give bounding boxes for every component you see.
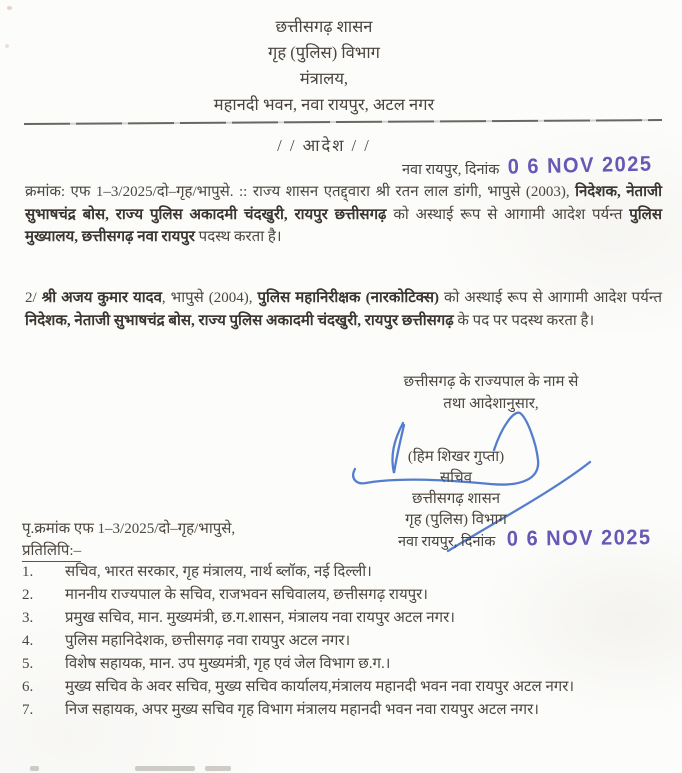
header-divider xyxy=(24,119,662,125)
copy-list-item xyxy=(22,653,654,676)
letterhead-government: छत्तीसगढ़ शासन xyxy=(275,17,373,36)
date-stamp: 0 6 NOV 2025 xyxy=(507,526,653,551)
copy-list-item xyxy=(22,630,654,653)
para1-run: पदस्थ करता है। xyxy=(194,229,282,245)
copy-item-number: 6. xyxy=(22,679,34,695)
scan-speck xyxy=(7,6,12,10)
copy-list-item xyxy=(22,699,654,722)
signatory-place-label: नवा रायपुर, दिनांक xyxy=(398,534,496,550)
authority-block xyxy=(330,371,652,415)
order-paragraph-2 xyxy=(25,287,662,332)
copy-item-text: विशेष सहायक, मान. उप मुख्यमंत्री, गृह एवं जेल विभाग छ.ग.। xyxy=(65,656,391,672)
endorsement-ref: पृ.क्रमांक एफ 1–3/2025/दो–गृह/भापुसे, xyxy=(22,521,236,537)
letterhead-address: महानदी भवन, नवा रायपुर, अटल नगर xyxy=(213,95,435,114)
copy-list-item xyxy=(22,561,654,584)
copy-item-number: 4. xyxy=(22,633,34,649)
order-title: / / आदेश / / xyxy=(277,136,371,155)
para2-run-bold: श्री अजय कुमार यादव xyxy=(41,290,162,306)
copy-item-text: पुलिस महानिदेशक, छत्तीसगढ़ नवा रायपुर अटल नगर। xyxy=(65,633,351,649)
para1-run: को अस्थाई रूप से आगामी आदेश पर्यन्त xyxy=(386,206,630,223)
copy-item-text: सचिव, भारत सरकार, गृह मंत्रालय, नार्थ ब्लॉक, नई दिल्ली। xyxy=(65,564,372,580)
copy-item-number: 1. xyxy=(22,564,34,580)
para2-run: के पद पर पदस्थ करता है। xyxy=(453,312,595,329)
copy-item-text: माननीय राज्यपाल के सचिव, राजभवन सचिवालय, छत्तीसगढ़ रायपुर। xyxy=(65,587,428,603)
para2-run: को अस्थाई रूप से आगामी आदेश पर्यन्त xyxy=(439,290,663,306)
dateline xyxy=(402,152,654,180)
copy-item-number: 7. xyxy=(22,702,34,718)
authority-line1: छत्तीसगढ़ के राज्यपाल के नाम से xyxy=(403,374,579,390)
para2-run: , भापुसे (2004), xyxy=(161,290,258,306)
date-stamp: 0 6 NOV 2025 xyxy=(507,152,654,179)
copy-distribution-list xyxy=(22,561,654,722)
signatory-dateline xyxy=(398,526,653,552)
copy-list-item xyxy=(22,676,654,699)
signatory-designation: सचिव xyxy=(440,470,472,486)
signatory-dept: गृह (पुलिस) विभाग xyxy=(405,512,507,528)
para2-run-bold: पुलिस महानिरीक्षक (नारकोटिक्स) xyxy=(257,290,439,306)
para1-run-bold: निदेशक, नेताजी सुभाषचंद्र बोस, राज्य पुलिस अकादमी चंदखुरी, रायपुर छत्तीसगढ़ xyxy=(25,184,663,223)
para1-run-bold: पुलिस मुख्यालय, छत्तीसगढ़ नवा रायपुर xyxy=(25,206,662,245)
dateline-place-label: नवा रायपुर, दिनांक xyxy=(402,162,500,178)
para1-run: क्रमांक: एफ 1–3/2025/दो–गृह/भापुसे. :: राज्य शासन एतद्द्वारा श्री रतन लाल डांगी, भापुसे (2003), xyxy=(25,184,576,200)
cutoff-next-line-artifact xyxy=(30,766,430,773)
signatory-name: (हिम शिखर गुप्ता) xyxy=(407,449,505,465)
copy-item-text: मुख्य सचिव के अवर सचिव, मुख्य सचिव कार्यालय,मंत्रालय महानदी भवन नवा रायपुर अटल नगर। xyxy=(65,679,575,695)
para2-run-bold: निदेशक, नेताजी सुभाषचंद्र बोस, राज्य पुलिस अकादमी चंदखुरी, रायपुर छत्तीसगढ़ xyxy=(25,312,454,329)
letterhead xyxy=(0,14,648,118)
order-paragraph-1 xyxy=(25,181,662,249)
para2-run: 2/ xyxy=(25,290,42,306)
copy-list-item xyxy=(22,584,654,607)
letterhead-ministry: मंत्रालय, xyxy=(299,69,349,88)
copy-item-text: निज सहायक, अपर मुख्य सचिव गृह विभाग मंत्रालय महानदी भवन नवा रायपुर अटल नगर। xyxy=(65,702,539,718)
authority-line2: तथा आदेशानुसार, xyxy=(443,396,539,412)
letterhead-department: गृह (पुलिस) विभाग xyxy=(268,43,380,62)
signatory-org: छत्तीसगढ़ शासन xyxy=(411,491,501,507)
copy-to-label: प्रतिलिपि:– xyxy=(22,540,81,562)
copy-item-number: 5. xyxy=(22,656,34,672)
copy-item-number: 3. xyxy=(22,610,34,626)
copy-item-text: प्रमुख सचिव, मान. मुख्यमंत्री, छ.ग.शासन, मंत्रालय नवा रायपुर अटल नगर। xyxy=(65,610,455,626)
copy-list-item xyxy=(22,607,654,630)
copy-item-number: 2. xyxy=(22,587,34,603)
signatory-block xyxy=(350,447,562,531)
